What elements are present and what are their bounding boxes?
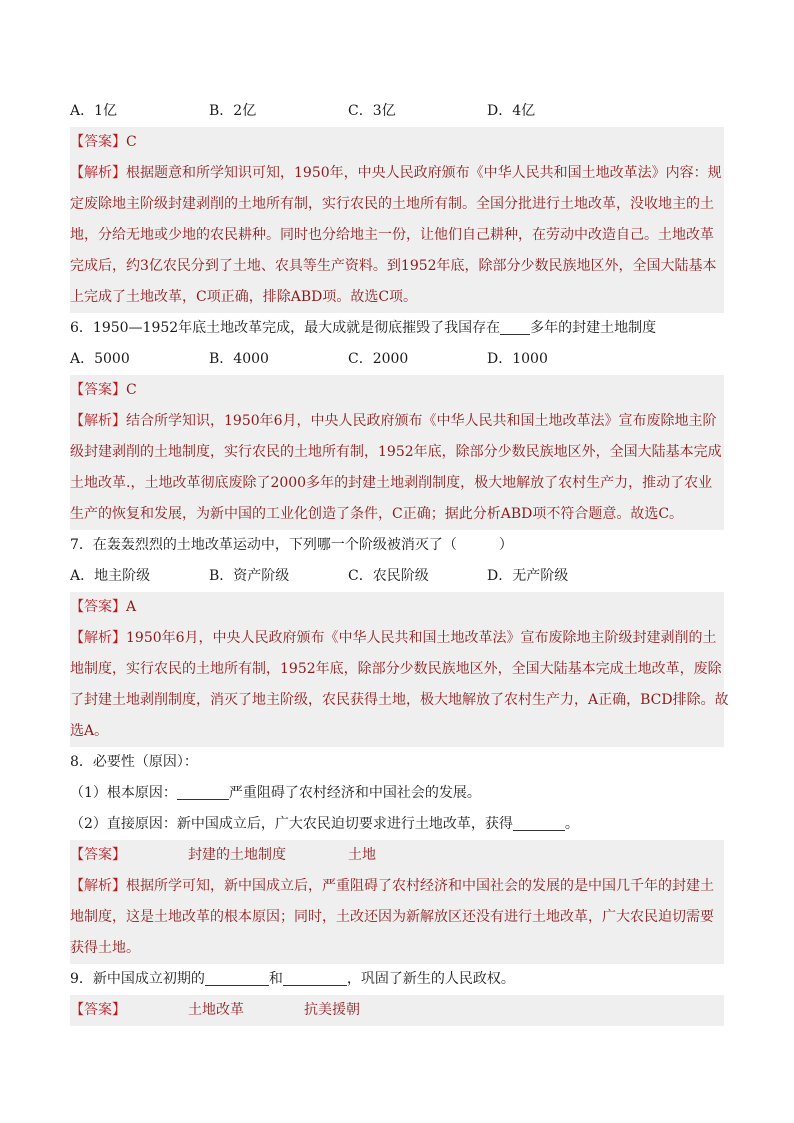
q8-blank-1[interactable]: [177, 781, 229, 800]
q6-option-b[interactable]: B．4000: [209, 351, 269, 367]
q6-analysis-line: 级封建剥削的土地制度，实行农民的土地所有制，1952年底，除部分少数民族地区外，全国大陆基本完成: [70, 444, 722, 460]
q6-analysis-line: 生产的恢复和发展，为新中国的工业化创造了条件，C正确；据此分析ABD项不符合题意。故选C。: [70, 506, 684, 522]
q7-option-b[interactable]: B．资产阶级: [209, 568, 290, 584]
answer-value-1: 封建的土地制度: [188, 847, 286, 863]
q5-option-d[interactable]: D．4亿: [487, 103, 536, 119]
q7-option-a[interactable]: A．地主阶级: [70, 568, 151, 584]
q6-stem-before: 6．1950—1952年底土地改革完成，最大成就是彻底摧毁了我国存在: [70, 320, 501, 336]
q7-analysis-line: [70, 623, 724, 654]
answer-tag: 【答案】: [70, 599, 126, 615]
answer-tag: 【答案】: [70, 1002, 126, 1018]
analysis-text: 根据所学可知，新中国成立后，严重阻碍了农村经济和中国社会的发展的是中国几千年的封建土: [126, 878, 714, 894]
q9-blank-1[interactable]: [205, 967, 269, 986]
q8-analysis-line: 获得土地。: [70, 940, 140, 956]
answer-value: A: [126, 599, 137, 615]
q7-analysis-line: 了封建土地剥削制度，消灭了地主阶级，农民获得土地，极大地解放了农村生产力，A正确，BCD排除。故: [70, 692, 729, 708]
q6-answer-block: [70, 375, 724, 530]
q9-answer-block: [70, 995, 724, 1026]
q6-analysis-line: [70, 406, 724, 437]
q8-sub1: [70, 778, 724, 809]
q6-option-c[interactable]: C．2000: [348, 351, 409, 367]
analysis-tag: 【解析】: [70, 413, 126, 429]
answer-value-2: 土地: [348, 847, 376, 863]
analysis-tag: 【解析】: [70, 878, 126, 894]
q6-analysis-line: 土地改革.，土地改革彻底废除了2000多年的封建土地剥削制度，极大地解放了农村生产力，推动了农业: [70, 475, 713, 491]
q8-analysis-line: 地制度，这是土地改革的根本原因；同时，土改还因为新解放区还没有进行土地改革，广大农民迫切需要: [70, 909, 714, 925]
q7-options: [70, 561, 724, 592]
q5-analysis-line: 地，分给无地或少地的农民耕种。同时也分给地主一份，让他们自己耕种，在劳动中改造自己。土地改革: [70, 227, 714, 243]
q7-analysis-line: 选A。: [70, 723, 109, 739]
q9-stem-after: ，巩固了新生的人民政权。: [346, 971, 515, 987]
q6-blank[interactable]: [500, 316, 530, 335]
q7-analysis-line: 地制度，实行农民的土地所有制，1952年底，除部分少数民族地区外，全国大陆基本完成土地改革，废除: [70, 661, 722, 677]
q8-answer-block: [70, 840, 724, 964]
q9-answer: [70, 995, 724, 1026]
q6-stem: [70, 313, 724, 344]
analysis-text: 结合所学知识，1950年6月，中央人民政府颁布《中华人民共和国土地改革法》宣布废除地主阶: [126, 413, 717, 429]
q5-option-b[interactable]: B．2亿: [209, 103, 257, 119]
q7-option-d[interactable]: D．无产阶级: [487, 568, 569, 584]
q9-stem-mid: 和: [268, 971, 283, 987]
q6-options: [70, 344, 724, 375]
q7-answer: [70, 592, 724, 623]
q5-answer-block: [70, 127, 724, 313]
q6-stem-after: 多年的封建土地制度: [530, 320, 657, 336]
q8-sub2-before: （2）直接原因：新中国成立后，广大农民迫切要求进行土地改革，获得: [70, 816, 513, 832]
q5-analysis-line: 定废除地主阶级封建剥削的土地所有制，实行农民的土地所有制。全国分批进行土地改革，没收地主的土: [70, 196, 714, 212]
q5-analysis-line: [70, 158, 724, 189]
q8-sub1-before: （1）根本原因：: [70, 785, 177, 801]
answer-value-1: 土地改革: [188, 1002, 244, 1018]
q8-sub1-after: 严重阻碍了农村经济和中国社会的发展。: [228, 785, 481, 801]
q6-option-d[interactable]: D．1000: [487, 351, 548, 367]
q8-sub2: [70, 809, 724, 840]
q8-stem: 8．必要性（原因）：: [70, 754, 198, 770]
q8-answer: [70, 840, 724, 871]
answer-tag: 【答案】: [70, 382, 126, 398]
q5-option-a[interactable]: A．1亿: [70, 103, 118, 119]
q9-blank-2[interactable]: [283, 967, 347, 986]
q8-blank-2[interactable]: [513, 812, 565, 831]
answer-value: C: [126, 382, 137, 398]
answer-value: C: [126, 134, 137, 150]
analysis-tag: 【解析】: [70, 630, 126, 646]
q9-stem: [70, 964, 724, 995]
q5-analysis-line: 完成后，约3亿农民分到了土地、农具等生产资料。到1952年底，除部分少数民族地区外，全国大陆基本: [70, 258, 717, 274]
analysis-tag: 【解析】: [70, 165, 126, 181]
document-page: [70, 96, 729, 1026]
q7-option-c[interactable]: C．农民阶级: [348, 568, 429, 584]
q5-analysis-line: 上完成了土地改革，C项正确，排除ABD项。故选C项。: [70, 289, 418, 305]
q9-stem-before: 9．新中国成立初期的: [70, 971, 205, 987]
answer-value-2: 抗美援朝: [304, 1002, 360, 1018]
q5-answer: [70, 127, 724, 158]
q8-analysis-line: [70, 871, 724, 902]
q6-answer: [70, 375, 724, 406]
q5-option-c[interactable]: C．3亿: [348, 103, 396, 119]
answer-tag: 【答案】: [70, 847, 126, 863]
q5-options: [70, 96, 724, 127]
q8-sub2-after: 。: [564, 816, 579, 832]
q7-stem: 7．在轰轰烈烈的土地改革运动中，下列哪一个阶级被消灭了（ ）: [70, 537, 513, 553]
analysis-text: 1950年6月，中央人民政府颁布《中华人民共和国土地改革法》宣布废除地主阶级封建剥削的土: [126, 630, 717, 646]
answer-tag: 【答案】: [70, 134, 126, 150]
q6-option-a[interactable]: A．5000: [70, 351, 130, 367]
analysis-text: 根据题意和所学知识可知，1950年，中央人民政府颁布《中华人民共和国土地改革法》内容：规: [126, 165, 722, 181]
q7-answer-block: [70, 592, 729, 747]
